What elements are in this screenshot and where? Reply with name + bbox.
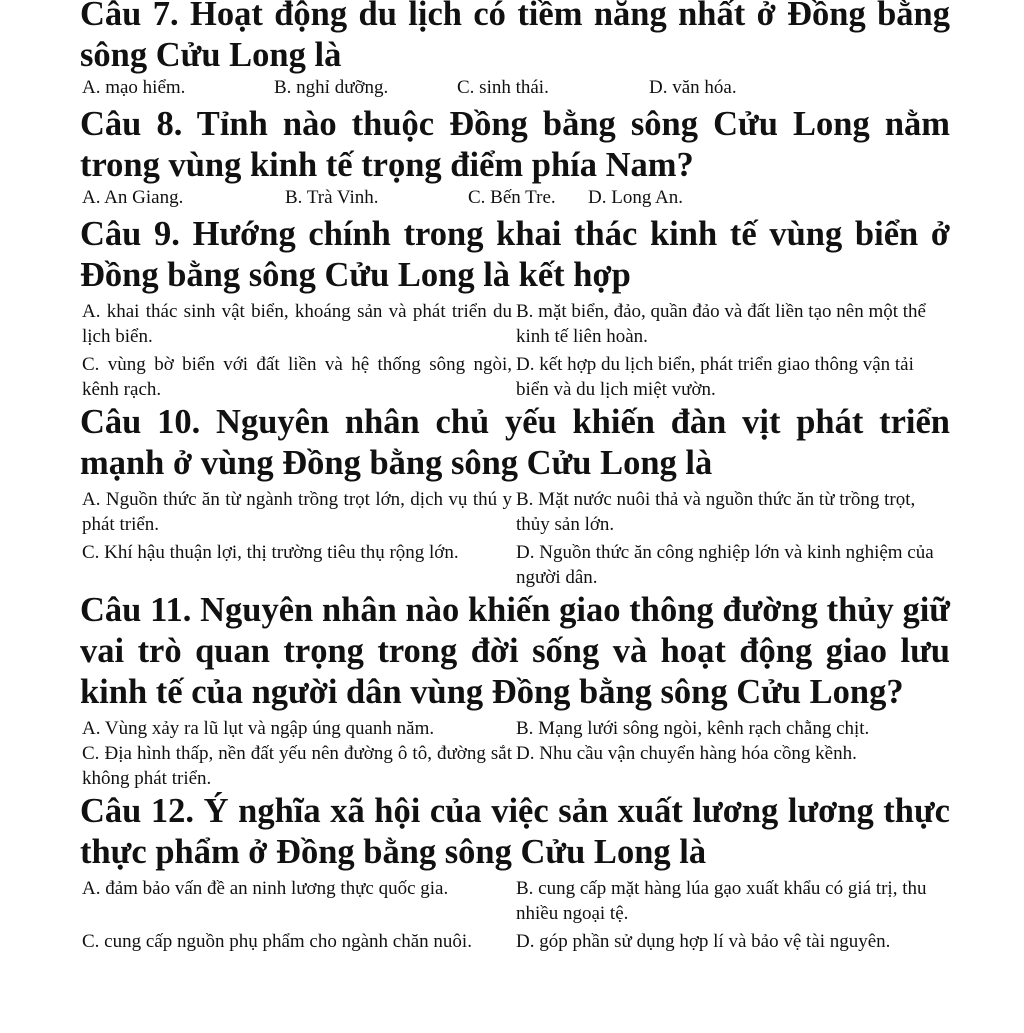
option-a: A. mạo hiểm.	[82, 77, 186, 98]
option-c: C. vùng bờ biển với đất liền và hệ thống sông ngòi, kênh rạch.	[82, 354, 512, 400]
option-a: A. An Giang.	[82, 187, 184, 208]
option-d: D. Nhu cầu vận chuyển hàng hóa cồng kềnh.	[516, 743, 857, 764]
option-c: C. Địa hình thấp, nền đất yếu nên đường ô tô, đường sắt không phát triển.	[82, 743, 512, 789]
option-b: B. cung cấp mặt hàng lúa gạo xuất khẩu có giá trị, thu nhiều ngoại tệ.	[516, 878, 927, 924]
option-b: B. Trà Vinh.	[285, 187, 379, 208]
options-row	[82, 76, 952, 104]
option-b: B. Mạng lưới sông ngòi, kênh rạch chằng chịt.	[516, 718, 870, 739]
question-8	[0, 104, 1024, 214]
options-row	[82, 352, 950, 402]
options-row	[82, 876, 950, 926]
question-title: Câu 8. Tỉnh nào thuộc Đồng bằng sông Cửu Long nằm trong vùng kinh tế trọng điểm phía Nam?	[80, 105, 950, 184]
question-title: Câu 10. Nguyên nhân chủ yếu khiến đàn vịt phát triển mạnh ở vùng Đồng bằng sông Cửu Long là	[80, 403, 950, 482]
question-title: Câu 7. Hoạt động du lịch có tiềm năng nhất ở Đồng bằng sông Cửu Long là	[80, 0, 950, 74]
option-d: D. Long An.	[588, 187, 683, 208]
option-d: D. kết hợp du lịch biển, phát triển giao thông vận tải biển và du lịch miệt vườn.	[516, 354, 914, 400]
question-12	[0, 791, 1024, 954]
options-row	[82, 929, 950, 954]
question-title: Câu 9. Hướng chính trong khai thác kinh tế vùng biển ở Đồng bằng sông Cửu Long là kết hợp	[80, 215, 950, 294]
option-b: B. nghỉ dưỡng.	[274, 77, 389, 98]
option-c: C. sinh thái.	[457, 77, 549, 98]
question-9	[0, 214, 1024, 402]
option-b: B. Mặt nước nuôi thả và nguồn thức ăn từ trồng trọt, thủy sản lớn.	[516, 489, 916, 535]
option-a: A. khai thác sinh vật biển, khoáng sản và phát triển du lịch biển.	[82, 301, 512, 347]
options-row	[82, 741, 950, 791]
option-c: C. cung cấp nguồn phụ phẩm cho ngành chăn nuôi.	[82, 931, 472, 952]
option-d: D. góp phần sử dụng hợp lí và bảo vệ tài nguyên.	[516, 931, 891, 952]
option-c: C. Bến Tre.	[468, 187, 556, 208]
option-b: B. mặt biển, đảo, quần đảo và đất liền tạo nên một thể kinh tế liên hoàn.	[516, 301, 926, 347]
question-title: Câu 12. Ý nghĩa xã hội của việc sản xuất lương lương thực thực phẩm ở Đồng bằng sông Cửu Long là	[80, 792, 950, 871]
options-row	[82, 299, 950, 349]
question-11	[0, 590, 1024, 791]
options-row	[82, 186, 952, 214]
option-a: A. Nguồn thức ăn từ ngành trồng trọt lớn, dịch vụ thú y phát triển.	[82, 489, 512, 535]
option-d: D. Nguồn thức ăn công nghiệp lớn và kinh nghiệm của người dân.	[516, 542, 934, 588]
question-title: Câu 11. Nguyên nhân nào khiến giao thông đường thủy giữ vai trò quan trọng trong đời sống và hoạt động giao lưu kinh tế của người dân vùng Đồng bằng sông Cửu Long?	[80, 591, 950, 711]
option-a: A. đảm bảo vấn đề an ninh lương thực quốc gia.	[82, 878, 449, 899]
options-row	[82, 716, 950, 741]
options-row	[82, 540, 950, 590]
options-row	[82, 487, 950, 537]
option-d: D. văn hóa.	[649, 77, 737, 98]
question-7	[0, 0, 1024, 104]
option-a: A. Vùng xảy ra lũ lụt và ngập úng quanh năm.	[82, 718, 435, 739]
question-10	[0, 402, 1024, 590]
option-c: C. Khí hậu thuận lợi, thị trường tiêu thụ rộng lớn.	[82, 542, 459, 563]
